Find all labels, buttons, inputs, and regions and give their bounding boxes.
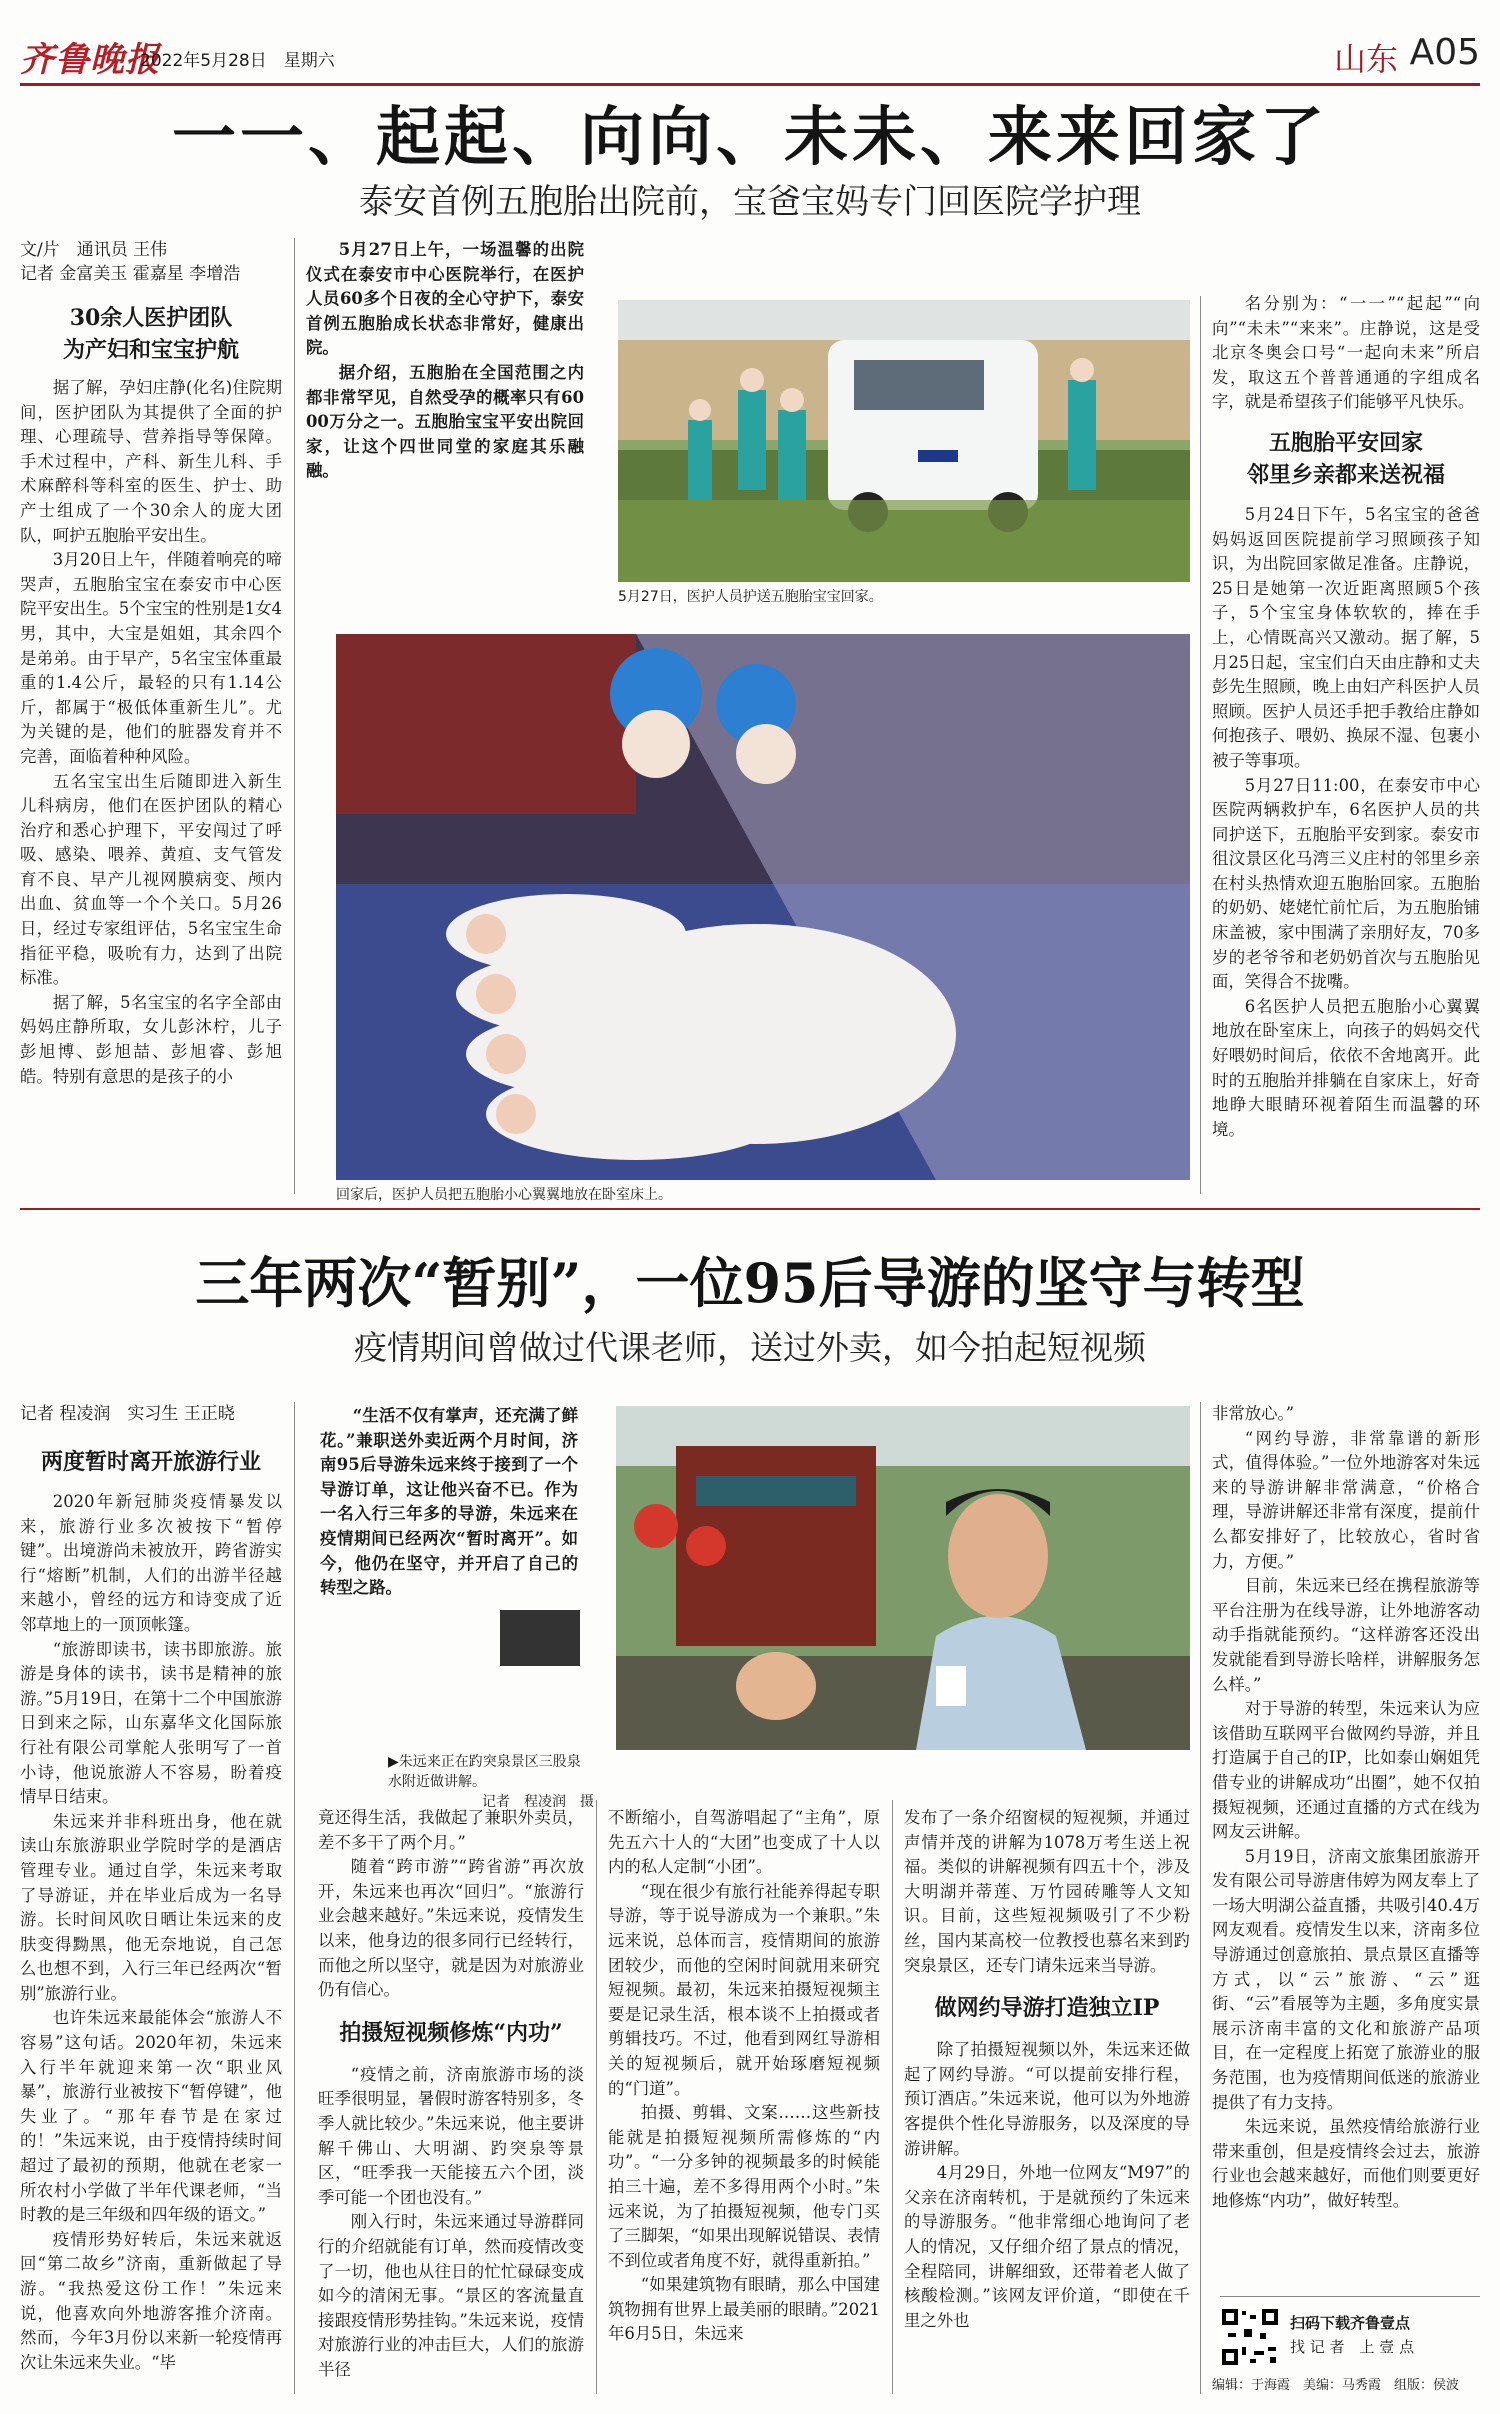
column-divider <box>1200 296 1201 1194</box>
story1-title: 一一、起起、向向、未未、来来回家了 <box>172 100 1328 175</box>
section-name: 山东 <box>1333 40 1398 78</box>
story1-subtitle: 泰安首例五胞胎出院前，宝爸宝妈专门回医院学护理 <box>359 182 1141 222</box>
newspaper-logo: 齐鲁晚报 <box>20 40 160 80</box>
story1-subhead-1: 30余人医护团队 为产妇和宝宝护航 <box>62 305 239 363</box>
story1-paragraph: 5月27日11:00，在泰安市中心医院两辆救护车，6名医护人员的共同护送下，五胞胎平安到家。泰安市徂汶景区化马湾三义庄村的邻里乡亲在村头热情欢迎五胞胎回家。五胞胎的奶奶、姥姥忙前忙后，为五胞胎铺床盖被，家中围满了亲朋好友，70多岁的老爷爷和老奶奶首次与五胞胎见面，笑得合不拢嘴。 <box>1212 775 1480 992</box>
story1-byline-2: 记者 金富美玉 霍嘉星 李增浩 <box>20 264 241 284</box>
photo1-caption: 5月27日，医护人员护送五胞胎宝宝回家。 <box>618 589 883 605</box>
story1-paragraph: 3月20日上午，伴随着响亮的啼哭声，五胞胎宝宝在泰安市中心医院平安出生。5个宝宝的性别是1女4男，其中，大宝是姐姐，其余四个是弟弟。由于早产，5名宝宝体重最重的1.4公斤，最轻的只有1.14公斤，都属于“极低体重新生儿”。尤为关键的是，他们的脏器发育并不完善，面临着种种风险。 <box>20 550 282 766</box>
story1-lead <box>306 238 584 484</box>
story1-lead-paragraph: 5月27日上午，一场温馨的出院仪式在泰安市中心医院举行，在医护人员60多个日夜的全心守护下，泰安首例五胞胎成长状态非常好，健康出院。 <box>306 240 584 358</box>
story2-paragraph: “旅游即读书，读书即旅游。旅游是身体的读书，读书是精神的旅游。”5月19日，在第十二个中国旅游日到来之际，山东嘉华文化国际旅行社有限公司掌舵人张明写了一首小诗，他说旅游人不容易，盼着疫情早日结束。 <box>20 1639 282 1807</box>
story2-column-1 <box>20 1402 282 2375</box>
story2-subhead-2: 拍摄短视频修炼“内功” <box>339 2019 563 2046</box>
tour-guide-image <box>616 1406 1190 1750</box>
story2-paragraph: 刚入行时，朱远来通过导游群同行的介绍就能有订单，然而疫情改变了一切，他也从往日的忙忙碌碌变成如今的清闲无事。“景区的客流量直接跟疫情形势挂钩。”朱远来说，疫情对旅游行业的冲击巨大，人们的旅游半径 <box>318 2212 584 2379</box>
story2-paragraph: 随着“跨市游”“跨省游”再次放开，朱远来也再次“回归”。“旅游行业会越来越好。”朱远来说，疫情发生以来，他身边的很多同行已经转行，而他之所以坚守，就是因为对旅游业仍有信心。 <box>318 1857 584 2000</box>
date-text: 2022年5月28日 <box>140 51 267 71</box>
weekday-text: 星期六 <box>283 51 335 71</box>
story1-subhead-2: 五胞胎平安回家 邻里乡亲都来送祝福 <box>1246 429 1445 488</box>
story2-paragraph: “如果建筑物有眼睛，那么中国建筑物拥有世界上最美丽的眼睛。”2021年6月5日，朱远来 <box>608 2275 880 2344</box>
photo3-caption <box>388 1752 594 1812</box>
ambulance-scene-image <box>618 300 1190 582</box>
story2-paragraph: “现在很少有旅行社能养得起专职导游，等于说导游成为一个兼职。”朱远来说，总体而言，疫情期间的旅游团较少，而他的空闲时间就用来研究短视频。最初，朱远来拍摄短视频主要是记录生活，根本谈不上拍摄或者剪辑技巧。不过，他看到网红导游相关的短视频后，就开始琢磨短视频的“门道”。 <box>608 1881 880 2098</box>
photo-babies <box>336 634 1190 1180</box>
column-divider <box>294 238 295 1194</box>
column-divider <box>596 1800 597 2394</box>
photo-tour-guide <box>616 1406 1190 1750</box>
story2-title: 三年两次“暂别”，一位95后导游的坚守与转型 <box>195 1251 1305 1315</box>
story1-paragraph: 五名宝宝出生后随即进入新生儿科病房，他们在医护团队的精心治疗和悉心护理下，平安闯过了呼吸、感染、喂养、黄疸、支气管发育不良、早产儿视网膜病变、颅内出血、贫血等一个个关口。5月26日，经过专家组评估，5名宝宝生命指征平稳，吸吮有力，达到了出院标准。 <box>20 771 282 988</box>
story2-subhead-1: 两度暂时离开旅游行业 <box>40 1449 261 1475</box>
story1-lead-paragraph: 据介绍，五胞胎在全国范围之内都非常罕见，自然受孕的概率只有6000万分之一。五胞胎宝宝平安出院回家，让这个四世同堂的家庭其乐融融。 <box>306 362 584 481</box>
story2-paragraph: 竟还得生活，我做起了兼职外卖员，差不多干了两个月。” <box>318 1808 584 1852</box>
photo2-caption: 回家后，医护人员把五胞胎小心翼翼地放在卧室床上。 <box>336 1187 672 1203</box>
story1-paragraph: 据了解，5名宝宝的名字全部由妈妈庄静所取，女儿彭沐柠，儿子彭旭博、彭旭喆、彭旭睿、彭旭皓。特别有意思的是孩子的小 <box>20 992 282 1086</box>
story2-paragraph: 4月29日，外地一位网友“M97”的父亲在济南转机，于是就预约了朱远来的导游服务。“他非常细心地询问了老人的情况，又仔细介绍了景点的情况，全程陪同，讲解细致，还带着老人做了核酸检测。”该网友评价道，“即使在千里之外也 <box>904 2163 1190 2330</box>
story1-column-3 <box>1212 292 1480 1142</box>
babies-on-bed-image <box>336 634 1190 1180</box>
story2-lead-paragraph: “生活不仅有掌声，还充满了鲜花。”兼职送外卖近两个月时间，济南95后导游朱远来终于接到了一个导游订单，这让他兴奋不已。作为一名入行三年多的导游，朱远来在疫情期间已经两次“暂时离开”。如今，他仍在坚守，并开启了自己的转型之路。 <box>320 1406 578 1598</box>
story1-paragraph: 名分别为：“一一”“起起”“向向”“未未”“来来”。庄静说，这是受北京冬奥会口号“一起向未来”所启发，取这五个普普通通的字组成名字，就是希望孩子们能够平凡快乐。 <box>1212 294 1480 412</box>
story2-subhead-3: 做网约导游打造独立IP <box>934 1995 1160 2022</box>
story2-paragraph: “疫情之前，济南旅游市场的淡旺季很明显，暑假时游客特别多，冬季人就比较少。”朱远来说，他主要讲解千佛山、大明湖、趵突泉等景区，“旺季我一天能接五六个团，淡季可能一个团也没有。” <box>318 2064 584 2207</box>
masthead <box>20 30 1480 86</box>
qr-code-icon[interactable] <box>1220 2307 1280 2367</box>
section-divider <box>20 1208 1480 1210</box>
column-divider <box>1200 1402 1201 2394</box>
story2-column-5 <box>1212 1402 1480 2214</box>
story1-byline-1: 文/片 通讯员 王伟 <box>20 240 168 260</box>
story2-paragraph: 5月19日，济南文旅集团旅游开发有限公司导游唐伟婷为网友奉上了一场大明湖公益直播，共吸引40.4万网友观看。疫情发生以来，济南多位导游通过创意旅拍、景点景区直播等方式，以“云”旅游、“云”逛街、“云”看展等为主题，多角度实景展示济南丰富的文化和旅游产品项目，在一定程度上拓宽了旅游业的服务范围，也为疫情期间低迷的旅游业提供了有力支持。 <box>1212 1846 1480 2112</box>
column-divider <box>892 1800 893 2394</box>
story1-paragraph: 5月24日下午，5名宝宝的爸爸妈妈返回医院提前学习照顾孩子知识，为出院回家做足准备。庄静说，25日是她第一次近距离照顾5个孩子，5个宝宝身体软软的，捧在手上，心情既高兴又激动。据了解，5月25日起，宝宝们白天由庄静和丈夫彭先生照顾，晚上由妇产科医护人员照顾。医护人员还手把手教给庄静如何抱孩子、喂奶、换尿不湿、包裹小被子等事项。 <box>1212 504 1480 770</box>
story2-column-3 <box>608 1806 880 2347</box>
story2-paragraph: 目前，朱远来已经在携程旅游等平台注册为在线导游，让外地游客动动手指就能预约。“这样游客还没出发就能看到导游长啥样，讲解服务怎么样。” <box>1212 1576 1480 1694</box>
story2-paragraph: 朱远来并非科班出身，他在就读山东旅游职业学院时学的是酒店管理专业。通过自学，朱远来考取了导游证，并在毕业后成为一名导游。长时间风吹日晒让朱远来的皮肤变得黝黑，他无奈地说，自己怎么也想不到，入行三年已经两次“暂别”旅游行业。 <box>20 1811 282 2003</box>
issue-date <box>140 46 335 71</box>
story2-subtitle: 疫情期间曾做过代课老师，送过外卖，如今拍起短视频 <box>354 1328 1146 1367</box>
qr-block <box>1220 2296 1480 2366</box>
photo3-caption-text: ▶朱远来正在趵突泉景区三股泉水附近做讲解。 <box>388 1754 581 1790</box>
column-divider <box>294 1402 295 2394</box>
story1-column-1 <box>20 238 282 1089</box>
story2-paragraph: 疫情形势好转后，朱远来就返回“第二故乡”济南，重新做起了导游。“我热爱这份工作！”朱远来说，他喜欢向外地游客推介济南。然而，今年3月份以来新一轮疫情再次让朱远来失业。“毕 <box>20 2229 282 2372</box>
story2-paragraph: 拍摄、剪辑、文案……这些新技能就是拍摄短视频所需修炼的“内功”。“一分多钟的视频最多的时候能拍三十遍，差不多得用两个小时。”朱远来说，为了拍摄短视频，他专门买了三脚架，“如果出现解说错误、表情不到位或者角度不好，就得重新拍。” <box>608 2103 880 2270</box>
quote-mark-block <box>500 1610 580 1666</box>
story2-paragraph: 2020年新冠肺炎疫情暴发以来，旅游行业多次被按下“暂停键”。出境游尚未被放开，跨省游实行“熔断”机制，人们的出游半径越来越小，曾经的远方和诗变成了近邻草地上的一顶顶帐篷。 <box>20 1492 282 1634</box>
story2-lead <box>320 1404 578 1601</box>
qr-text-2: 找 记 者 上 壹 点 <box>1290 2338 1415 2356</box>
story2-paragraph: 发布了一条介绍窗棂的短视频，并通过声情并茂的讲解为1078万考生送上祝福。类似的讲解视频有四五十个，涉及大明湖并蒂莲、万竹园砖雕等人文知识。目前，这些短视频吸引了不少粉丝，国内某高校一位教授也慕名来到趵突泉景区，还专门请朱远来当导游。 <box>904 1808 1190 1975</box>
story2-paragraph: 非常放心。” <box>1212 1404 1295 1423</box>
story2-paragraph: “网约导游，非常靠谱的新形式，值得体验。”一位外地游客对朱远来的导游讲解非常满意，“价格合理，导游讲解还非常有深度，提前什么都安排好了，比较放心，省时省力，方便。” <box>1212 1428 1480 1571</box>
story1-paragraph: 6名医护人员把五胞胎小心翼翼地放在卧室床上，向孩子的妈妈交代好喂奶时间后，依依不舍地离开。此时的五胞胎并排躺在自家床上，好奇地睁大眼睛环视着陌生而温馨的环境。 <box>1212 996 1480 1139</box>
story2-paragraph: 对于导游的转型，朱远来认为应该借助互联网平台做网约导游，并且打造属于自己的IP，比如泰山娴姐凭借专业的讲解成功“出圈”，她不仅拍摄短视频，还通过直播的方式在线为网友云讲解。 <box>1212 1699 1480 1842</box>
story1-paragraph: 据了解，孕妇庄静(化名)住院期间，医护团队为其提供了全面的护理、心理疏导、营养指导等保障。手术过程中，产科、新生儿科、手术麻醉科等科室的医生、护士、助产士组成了一个30余人的庞大团队，呵护五胞胎平安出生。 <box>20 378 282 545</box>
qr-text-1: 扫码下载齐鲁壹点 <box>1290 2314 1411 2332</box>
story2-paragraph: 朱远来说，虽然疫情给旅游行业带来重创，但是疫情终会过去，旅游行业也会越来越好，而他们则要更好地修炼“内功”，做好转型。 <box>1212 2117 1480 2210</box>
story2-paragraph: 除了拍摄短视频以外，朱远来还做起了网约导游。“可以提前安排行程，预订酒店。”朱远来说，他可以为外地游客提供个性化导游服务，以及深度的导游讲解。 <box>904 2040 1190 2158</box>
story2-paragraph: 也许朱远来最能体会“旅游人不容易”这句话。2020年初，朱远来入行半年就迎来第一次“职业风暴”，旅游行业被按下“暂停键”，他失业了。“那年春节是在家过的！”朱远来说，由于疫情持续时间超过了最初的预期，他就在老家一所农村小学做了半年代课老师，“当时教的是三年级和四年级的语文。” <box>20 2008 282 2225</box>
photo3-credit: 记者 程凌润 摄 <box>482 1794 594 1810</box>
editor-credits: 编辑：于海霞 美编：马秀霞 组版：侯波 <box>1212 2378 1460 2393</box>
page-number: A05 <box>1409 32 1480 73</box>
photo-ambulance <box>618 300 1190 582</box>
story2-paragraph: 不断缩小，自驾游唱起了“主角”，原先五六十人的“大团”也变成了十人以内的私人定制“小团”。 <box>608 1808 880 1877</box>
story2-column-2 <box>318 1806 584 2382</box>
story2-byline: 记者 程凌润 实习生 王正晓 <box>20 1404 235 1424</box>
story2-column-4 <box>904 1806 1190 2333</box>
